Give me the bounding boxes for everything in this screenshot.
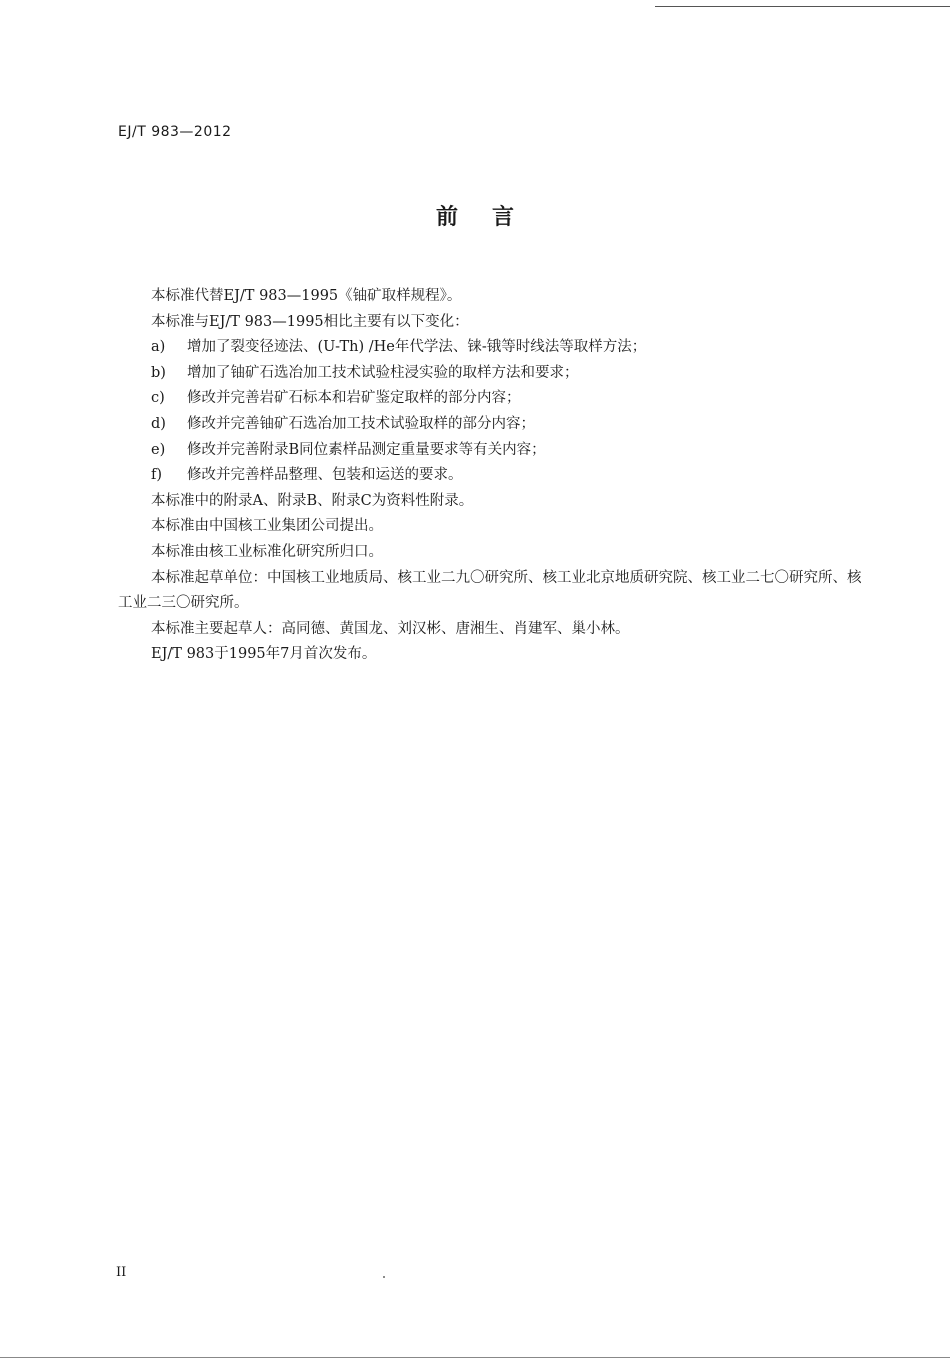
paragraph-replaces: 本标准代替EJ/T 983—1995《铀矿取样规程》。 xyxy=(151,288,462,304)
list-item-text: 修改并完善附录B同位素样品测定重量要求等有关内容； xyxy=(187,441,546,458)
page-title: 前言 xyxy=(435,205,548,230)
paragraph-first-issued: EJ/T 983于1995年7月首次发布。 xyxy=(151,646,377,663)
list-item xyxy=(118,361,866,387)
list-item-text: 修改并完善样品整理、包装和运送的要求。 xyxy=(187,467,463,484)
paragraph-appendices: 本标准中的附录A、附录B、附录C为资料性附录。 xyxy=(151,492,474,509)
scan-edge-line xyxy=(655,6,950,7)
scan-bottom-line xyxy=(0,1357,950,1358)
list-marker: b) xyxy=(151,364,166,381)
paragraph-changes-intro: 本标准与EJ/T 983—1995相比主要有以下变化： xyxy=(151,313,469,330)
list-item xyxy=(118,438,866,464)
paragraph-proposer: 本标准由中国核工业集团公司提出。 xyxy=(151,518,383,535)
list-marker: f) xyxy=(151,467,163,484)
page-number: II xyxy=(116,1265,127,1280)
list-marker: a) xyxy=(151,339,166,356)
list-marker: c) xyxy=(151,390,165,407)
paragraph-drafting-units: 本标准起草单位：中国核工业地质局、核工业二九〇研究所、核工业北京地质研究院、核工业二七〇研究所、核工业二三〇研究所。 xyxy=(118,569,862,612)
list-marker: e) xyxy=(151,441,166,458)
list-item-text: 增加了铀矿石选冶加工技术试验柱浸实验的取样方法和要求； xyxy=(187,364,579,381)
scan-speck xyxy=(383,1276,385,1278)
paragraph-drafters: 本标准主要起草人：高同德、黄国龙、刘汉彬、唐湘生、肖建军、巢小林。 xyxy=(151,620,630,637)
paragraph-administrator: 本标准由核工业标准化研究所归口。 xyxy=(151,543,383,560)
list-item xyxy=(118,463,866,489)
foreword-body xyxy=(118,284,866,668)
list-item xyxy=(118,412,866,438)
list-item xyxy=(118,386,866,412)
list-item-text: 增加了裂变径迹法、(U-Th) /He年代学法、铼-锇等时线法等取样方法； xyxy=(187,339,647,356)
standard-code-header: EJ/T 983—2012 xyxy=(118,124,232,140)
list-item xyxy=(118,335,866,361)
list-item-text: 修改并完善铀矿石选冶加工技术试验取样的部分内容； xyxy=(187,415,535,432)
list-marker: d) xyxy=(151,415,166,432)
list-item-text: 修改并完善岩矿石标本和岩矿鉴定取样的部分内容； xyxy=(187,390,521,407)
